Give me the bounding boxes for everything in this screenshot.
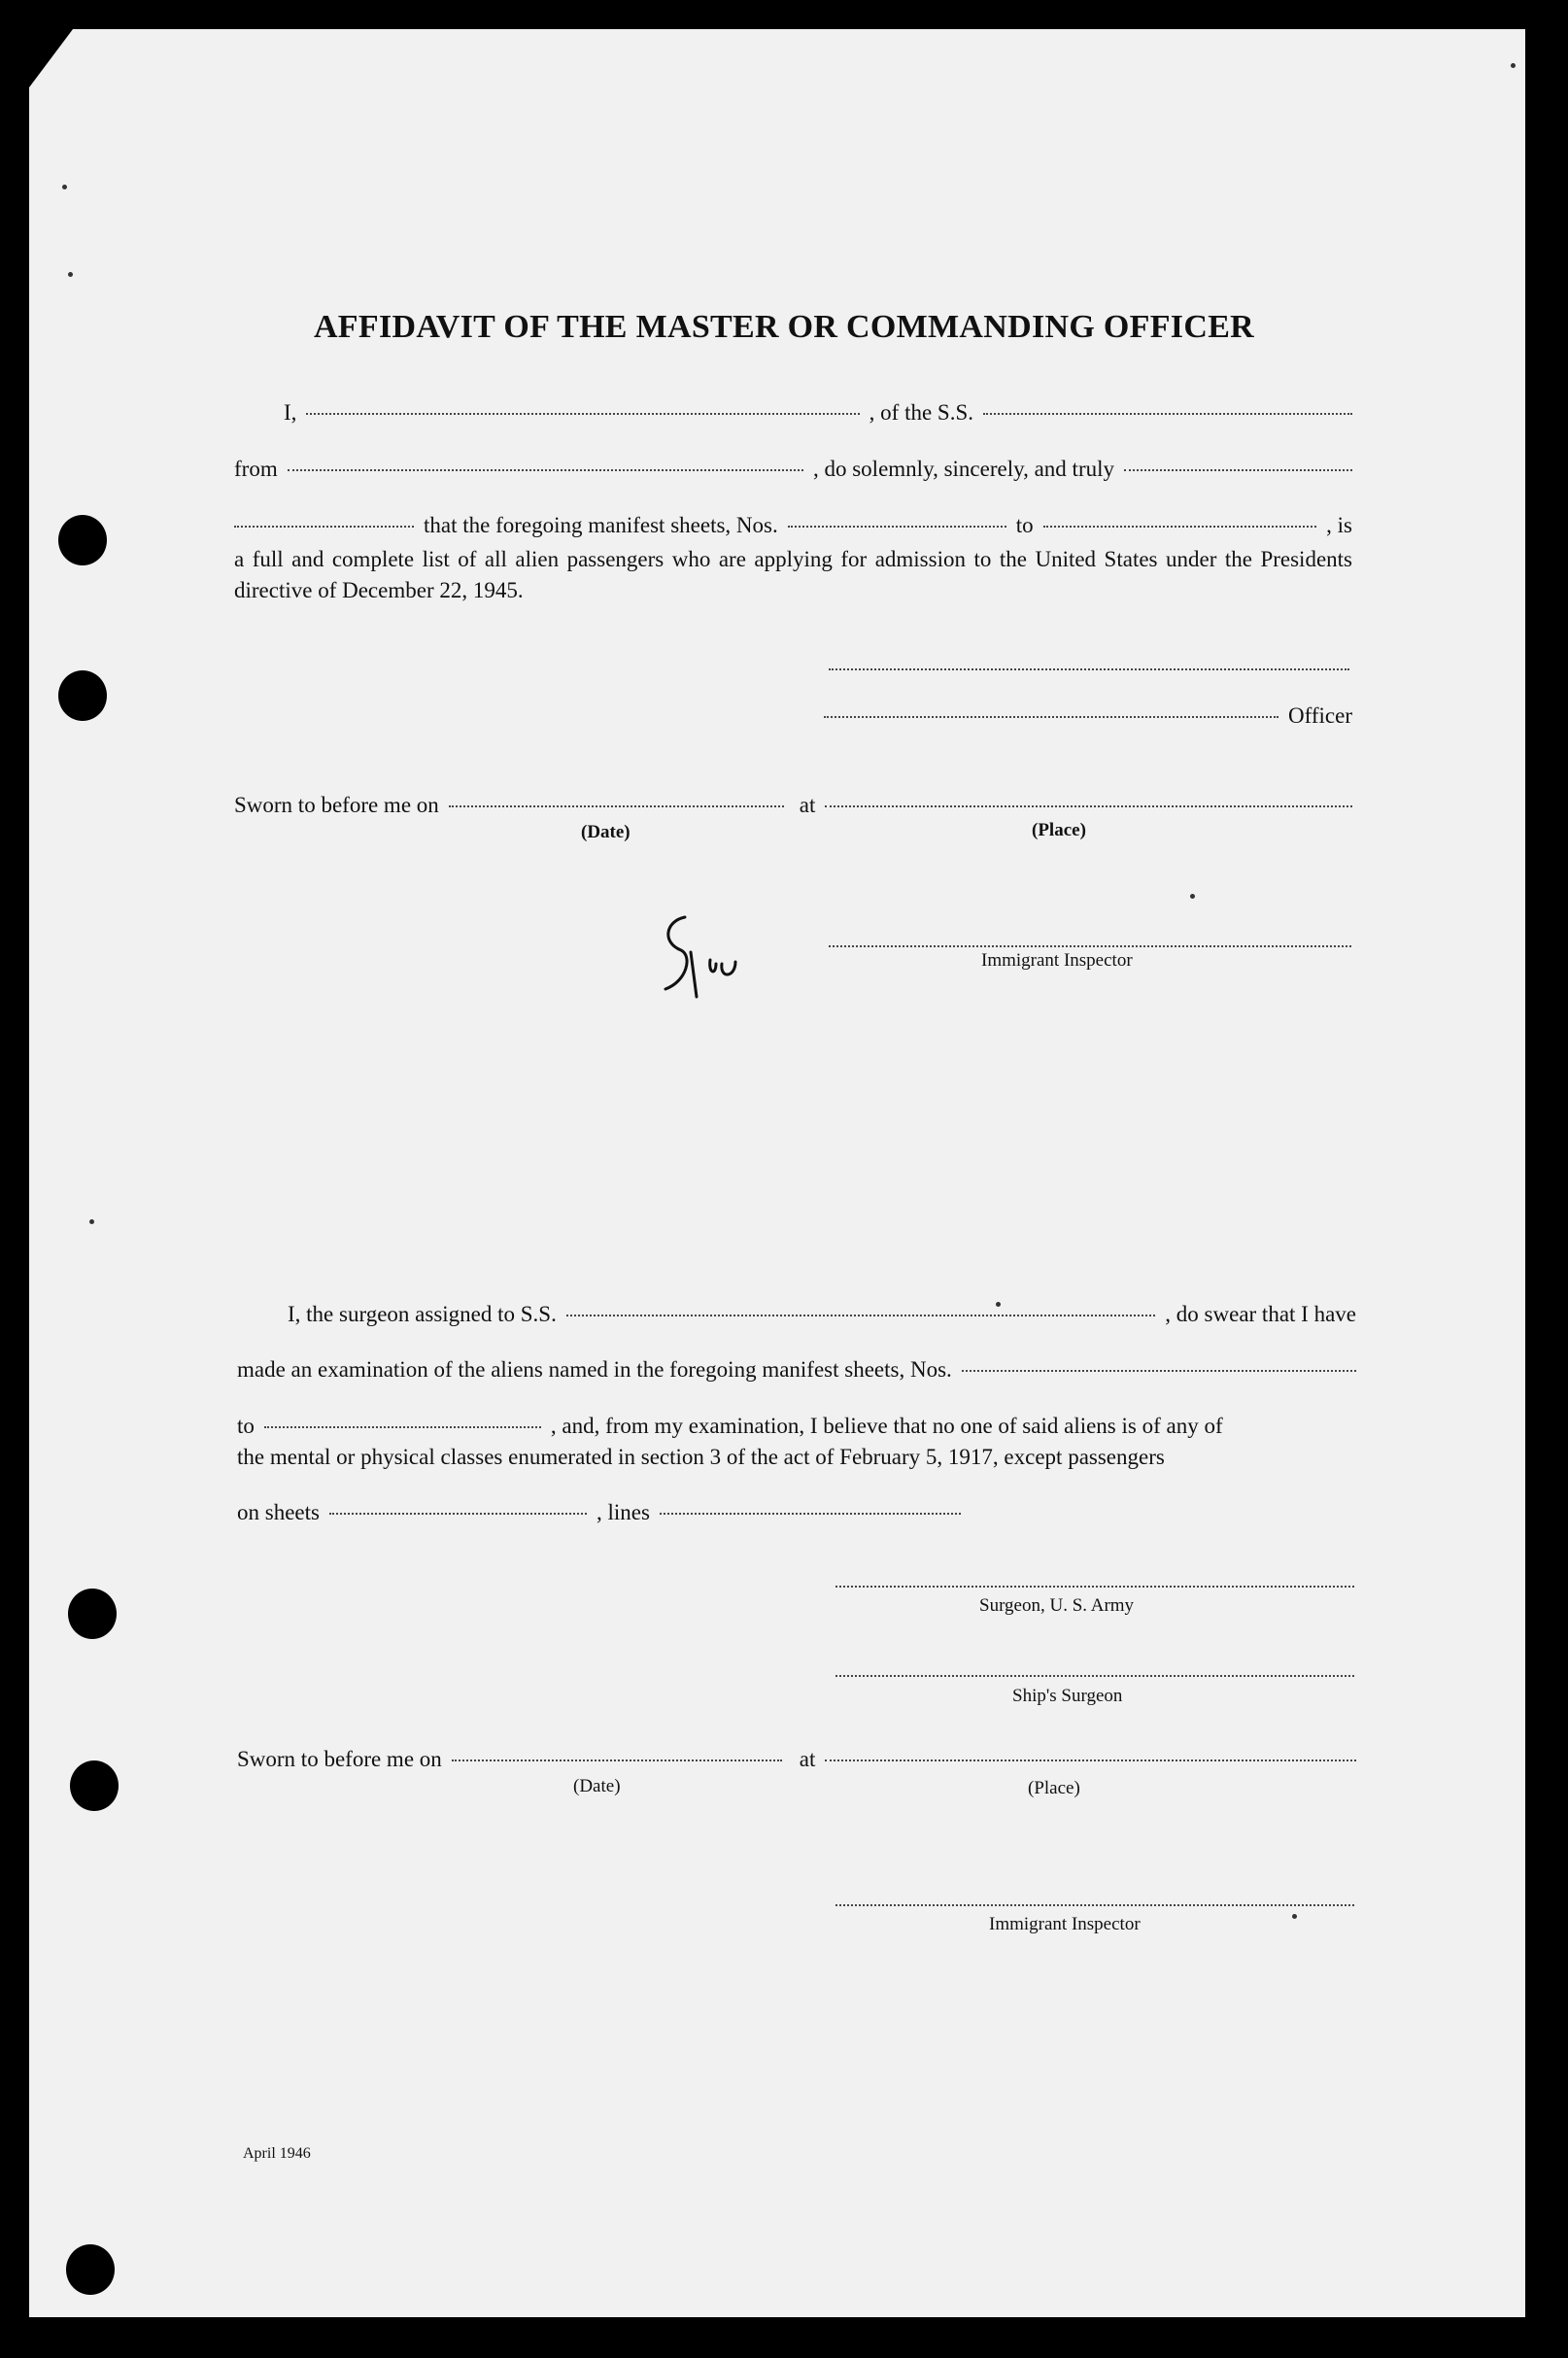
on-sheets-label: on sheets [237,1500,320,1524]
surgeon-line-1 [288,1302,1356,1327]
surgeon-sworn-place-field[interactable] [825,1760,1356,1761]
speck [62,185,67,189]
except-lines-field[interactable] [660,1513,961,1515]
punch-hole [68,1589,117,1639]
solemnly-label: , do solemnly, sincerely, and truly [812,457,1114,481]
officer-line [824,703,1352,729]
surgeon-date-caption: (Date) [573,1776,621,1796]
surgeon-place-caption: (Place) [1028,1778,1080,1798]
place-caption: (Place) [1032,820,1086,840]
surgeon-line-3 [237,1414,1356,1439]
from-examination-label: , and, from my examination, I believe that no one of said aliens is of any of [550,1414,1223,1438]
surgeon-to-label: to [237,1414,255,1438]
examination-label: made an examination of the aliens named in the foregoing manifest sheets, Nos. [237,1357,952,1382]
surgeon-sworn-label: Sworn to before me on [237,1747,442,1771]
ships-surgeon-signature-line[interactable] [835,1675,1354,1677]
is-label: , is [1326,513,1352,537]
date-caption: (Date) [581,822,631,842]
inspector-label: Immigrant Inspector [981,950,1133,971]
of-ss-label: , of the S.S. [869,400,973,425]
speck [1511,63,1516,68]
master-inspector-line[interactable] [829,945,1351,947]
speck [68,272,73,277]
lines-label: , lines [596,1500,650,1524]
inspector-initials-signature [646,904,772,1020]
port-field[interactable] [288,469,803,471]
surgeon-inspector-label: Immigrant Inspector [989,1914,1141,1934]
master-line-2 [234,457,1352,482]
ship-name-field[interactable] [983,413,1352,415]
officer-signature-field[interactable] [824,716,1278,718]
sworn-date-field[interactable] [449,805,784,807]
swear-field[interactable] [234,526,414,528]
sworn-label: Sworn to before me on [234,793,439,817]
speck [89,1219,94,1224]
master-line-1 [284,400,1352,426]
manifest-from-field[interactable] [788,526,1006,528]
surgeon-sworn-line [237,1747,1356,1772]
master-line-3 [234,513,1352,538]
oath-field[interactable] [1124,469,1352,471]
surgeon-sheets-to-field[interactable] [264,1426,541,1428]
master-name-field[interactable] [306,413,859,415]
punch-hole [70,1760,119,1811]
punch-hole [58,670,107,721]
punch-hole [66,2244,115,2295]
surgeon-assigned-label: I, the surgeon assigned to S.S. [288,1302,557,1326]
surgeon-ship-field[interactable] [566,1315,1155,1316]
at-label: at [799,793,816,817]
form-page [29,29,1525,2317]
surgeon-inspector-line[interactable] [835,1904,1354,1906]
surgeon-line-5 [237,1500,961,1525]
surgeon-sheets-from-field[interactable] [962,1370,1356,1372]
punch-hole [58,515,107,565]
surgeon-sworn-date-field[interactable] [452,1760,782,1761]
manifest-label: that the foregoing manifest sheets, Nos. [424,513,778,537]
ships-surgeon-label: Ship's Surgeon [1012,1686,1123,1706]
form-date-footer: April 1946 [243,2145,311,2162]
to-label: to [1015,513,1034,537]
speck [1292,1914,1297,1919]
do-swear-label: , do swear that I have [1165,1302,1356,1326]
sworn-place-field[interactable] [825,805,1352,807]
except-sheets-field[interactable] [329,1513,587,1515]
officer-label: Officer [1288,703,1352,728]
surgeon-line-2 [237,1357,1356,1383]
speck [1190,894,1195,899]
master-continuation: a full and complete list of all alien passengers who are applying for admission to the United States under the Presidents directive of December 22, 1945. [234,547,1352,602]
master-sworn-line [234,793,1352,818]
i-label: I, [284,400,297,425]
army-surgeon-signature-line[interactable] [835,1586,1354,1588]
surgeon-line-4: the mental or physical classes enumerated in section 3 of the act of February 5, 1917, except passengers [237,1445,1165,1469]
manifest-to-field[interactable] [1043,526,1317,528]
form-title: AFFIDAVIT OF THE MASTER OR COMMANDING OFFICER [313,309,1255,345]
from-label: from [234,457,278,481]
army-surgeon-label: Surgeon, U. S. Army [979,1595,1135,1616]
surgeon-at-label: at [799,1747,816,1771]
master-signature-line[interactable] [829,668,1349,670]
